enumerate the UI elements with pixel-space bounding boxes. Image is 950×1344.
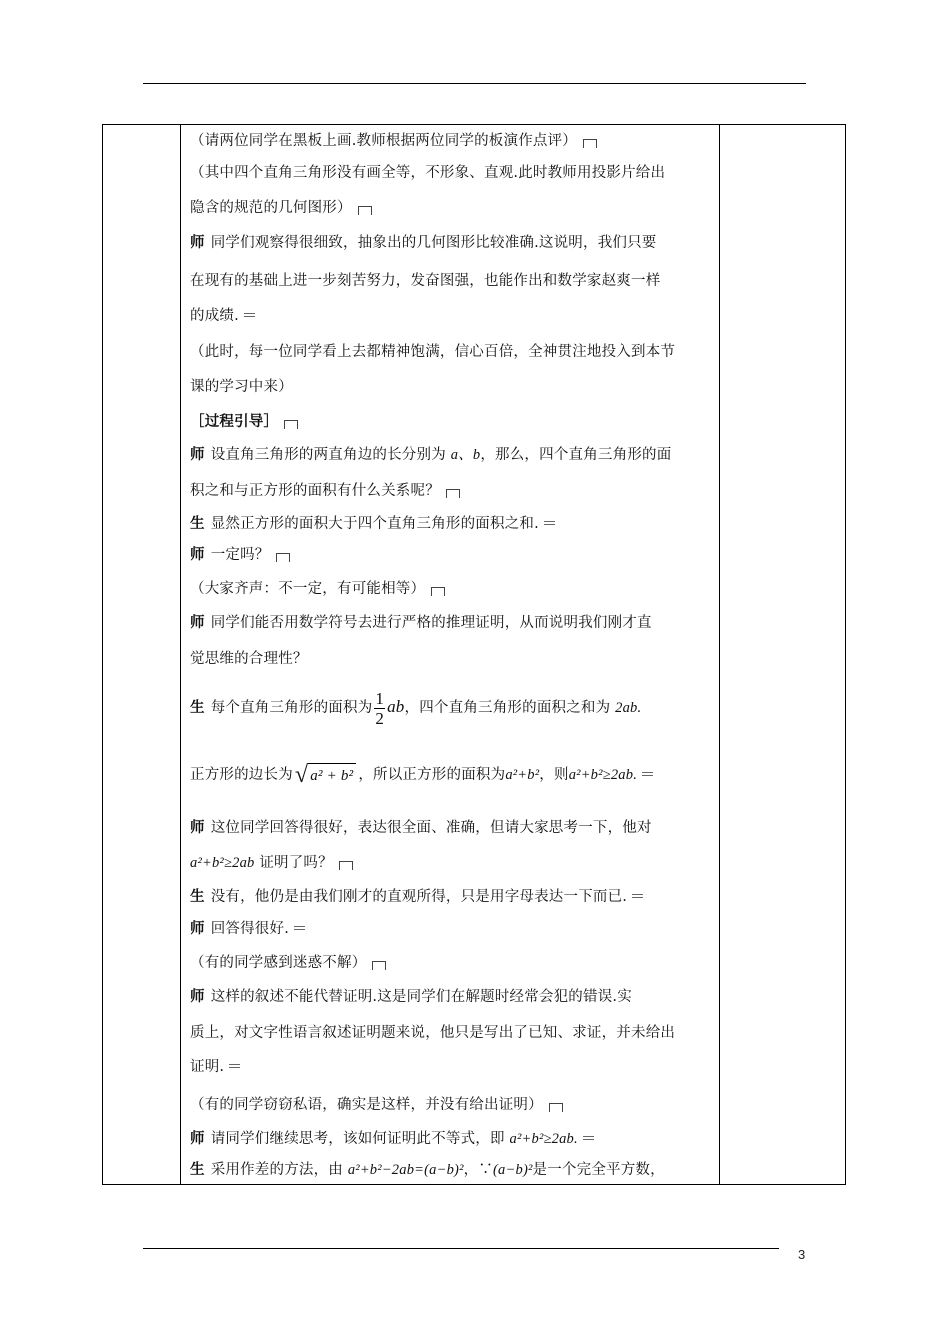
speaker-teacher: 师 [190, 820, 205, 836]
speaker-teacher: 师 [190, 921, 205, 937]
paragraph-mark-icon [339, 861, 353, 870]
speaker-teacher: 师 [190, 235, 205, 251]
text-line: 师 回答得很好. [190, 919, 305, 939]
speaker-teacher: 师 [190, 615, 205, 631]
square-root-expression: √ a² + b² [295, 763, 356, 787]
paragraph-mark-icon [446, 489, 460, 498]
text-line: （请两位同学在黑板上画.教师根据两位同学的板演作点评） [190, 131, 597, 151]
speaker-student: 生 [190, 700, 205, 716]
text-line: （大家齐声：不一定，有可能相等） [190, 579, 445, 599]
text-line: 正方形的边长为 √ a² + b² ，所以正方形的面积为a²+b²，则a²+b²≥2ab. [190, 759, 653, 791]
speaker-teacher: 师 [190, 989, 205, 1005]
text-line: （此时，每一位同学看上去都精神饱满，信心百倍，全神贯注地投入到本节 [190, 344, 676, 360]
line-end-mark-icon [294, 926, 305, 932]
line-end-mark-icon [544, 521, 555, 527]
paragraph-mark-icon [358, 206, 372, 215]
paragraph-mark-icon [276, 553, 290, 562]
paragraph-mark-icon [583, 139, 597, 148]
text-line: 觉思维的合理性？ [190, 651, 308, 667]
header-rule [143, 83, 806, 84]
line-end-mark-icon [642, 772, 653, 778]
text-line: 生 没有，他仍是由我们刚才的直观所得，只是用字母表达一下而已. [190, 887, 643, 907]
speaker-teacher: 师 [190, 1131, 205, 1147]
text-line: 生 显然正方形的面积大于四个直角三角形的面积之和. [190, 514, 555, 534]
line-end-mark-icon [229, 1064, 240, 1070]
text-line: 师 同学们能否用数学符号去进行严格的推理证明，从而说明我们刚才直 [190, 615, 652, 631]
speaker-teacher: 师 [190, 547, 205, 563]
text-line: 师 一定吗？ [190, 545, 290, 565]
paragraph-mark-icon [372, 961, 386, 970]
text-line: （有的同学感到迷惑不解） [190, 953, 386, 973]
text-line: 师 这位同学回答得很好，表达很全面、准确，但请大家思考一下，他对 [190, 820, 652, 836]
line-end-mark-icon [244, 313, 255, 319]
text-line: 证明. [190, 1057, 240, 1077]
text-line: 质上，对文字性语言叙述证明题来说，他只是写出了已知、求证，并未给出 [190, 1025, 676, 1041]
speaker-teacher: 师 [190, 447, 205, 463]
line-end-mark-icon [583, 1136, 594, 1142]
section-heading: ［过程引导］ [190, 412, 298, 432]
text-line: 的成绩. [190, 306, 255, 326]
speaker-student: 生 [190, 1162, 205, 1178]
fraction-half: $\frac{1}{2}$ [375, 688, 385, 728]
text-line: 课的学习中来） [190, 379, 293, 395]
lesson-content-cell [181, 125, 719, 1184]
speaker-student: 生 [190, 516, 205, 532]
text-line: 师 这样的叙述不能代替证明.这是同学们在解题时经常会犯的错误.实 [190, 989, 632, 1005]
text-line: 师 设直角三角形的两直角边的长分别为 a、b，那么，四个直角三角形的面 [190, 447, 672, 463]
text-line: 隐含的规范的几何图形） [190, 198, 372, 218]
text-line: （有的同学窃窃私语，确实是这样，并没有给出证明） [190, 1095, 563, 1115]
text-line: a²+b²≥2ab 证明了吗？ [190, 853, 353, 873]
text-line: 积之和与正方形的面积有什么关系呢？ [190, 481, 460, 501]
text-line: 师 同学们观察得很细致，抽象出的几何图形比较准确.这说明，我们只要 [190, 235, 657, 251]
paragraph-mark-icon [431, 587, 445, 596]
text-line: （其中四个直角三角形没有画全等，不形象、直观.此时教师用投影片给出 [190, 165, 666, 181]
text-line: 生 每个直角三角形的面积为 $\frac{1}{2}$ ab，四个直角三角形的面积之和为 2ab. [190, 688, 642, 728]
line-end-mark-icon [632, 894, 643, 900]
paragraph-mark-icon [549, 1103, 563, 1112]
page-number: 3 [798, 1247, 806, 1262]
lesson-table [102, 124, 846, 1185]
text-line: 师 请同学们继续思考，该如何证明此不等式，即 a²+b²≥2ab. [190, 1129, 594, 1149]
footer-rule [143, 1248, 779, 1249]
text-line: 生 采用作差的方法，由 a²+b²−2ab=(a−b)²，∵(a−b)²是一个完全平方数， [190, 1162, 665, 1178]
column-divider-right [719, 125, 720, 1184]
paragraph-mark-icon [284, 420, 298, 429]
speaker-student: 生 [190, 889, 205, 905]
text-line: 在现有的基础上进一步刻苦努力，发奋图强，也能作出和数学家赵爽一样 [190, 273, 661, 289]
